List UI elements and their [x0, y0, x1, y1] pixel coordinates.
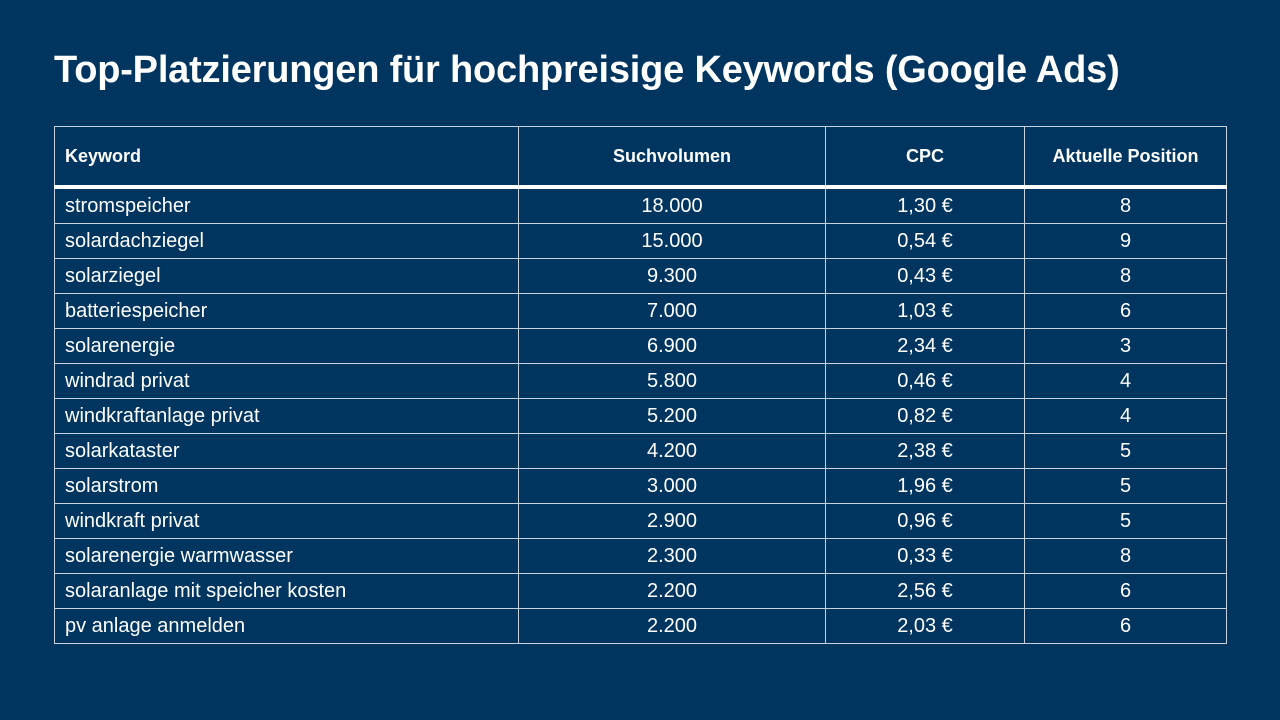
slide-title: Top-Platzierungen für hochpreisige Keywords (Google Ads) — [54, 49, 1120, 91]
cpc-cell: 0,96 € — [826, 504, 1025, 539]
position-cell: 9 — [1025, 224, 1227, 259]
keyword-cell: solarkataster — [55, 434, 519, 469]
search-volume-cell: 9.300 — [519, 259, 826, 294]
search-volume-cell: 2.900 — [519, 504, 826, 539]
position-cell: 6 — [1025, 574, 1227, 609]
table-header — [55, 127, 1227, 188]
table-row — [55, 434, 1227, 469]
table-row — [55, 504, 1227, 539]
position-cell: 5 — [1025, 504, 1227, 539]
cpc-cell: 2,38 € — [826, 434, 1025, 469]
table-row — [55, 574, 1227, 609]
keyword-cell: windrad privat — [55, 364, 519, 399]
keyword-table — [54, 126, 1227, 644]
header-keyword: Keyword — [55, 127, 519, 188]
cpc-cell: 2,34 € — [826, 329, 1025, 364]
keyword-cell: solardachziegel — [55, 224, 519, 259]
cpc-cell: 2,56 € — [826, 574, 1025, 609]
keyword-cell: windkraftanlage privat — [55, 399, 519, 434]
keyword-cell: windkraft privat — [55, 504, 519, 539]
table-row — [55, 469, 1227, 504]
table-body — [55, 187, 1227, 644]
table-row — [55, 399, 1227, 434]
header-cpc: CPC — [826, 127, 1025, 188]
position-cell: 6 — [1025, 609, 1227, 644]
search-volume-cell: 6.900 — [519, 329, 826, 364]
search-volume-cell: 4.200 — [519, 434, 826, 469]
search-volume-cell: 3.000 — [519, 469, 826, 504]
table-row — [55, 329, 1227, 364]
search-volume-cell: 7.000 — [519, 294, 826, 329]
keyword-cell: pv anlage anmelden — [55, 609, 519, 644]
search-volume-cell: 2.200 — [519, 609, 826, 644]
position-cell: 8 — [1025, 539, 1227, 574]
search-volume-cell: 5.200 — [519, 399, 826, 434]
cpc-cell: 1,03 € — [826, 294, 1025, 329]
header-search-volume: Suchvolumen — [519, 127, 826, 188]
keyword-cell: solaranlage mit speicher kosten — [55, 574, 519, 609]
keyword-cell: solarstrom — [55, 469, 519, 504]
cpc-cell: 1,30 € — [826, 187, 1025, 224]
table-row — [55, 187, 1227, 224]
search-volume-cell: 2.200 — [519, 574, 826, 609]
cpc-cell: 0,54 € — [826, 224, 1025, 259]
search-volume-cell: 15.000 — [519, 224, 826, 259]
position-cell: 6 — [1025, 294, 1227, 329]
position-cell: 4 — [1025, 399, 1227, 434]
position-cell: 3 — [1025, 329, 1227, 364]
cpc-cell: 0,43 € — [826, 259, 1025, 294]
table-row — [55, 259, 1227, 294]
position-cell: 4 — [1025, 364, 1227, 399]
keyword-cell: solarenergie — [55, 329, 519, 364]
cpc-cell: 0,46 € — [826, 364, 1025, 399]
cpc-cell: 2,03 € — [826, 609, 1025, 644]
search-volume-cell: 2.300 — [519, 539, 826, 574]
cpc-cell: 0,82 € — [826, 399, 1025, 434]
table-row — [55, 364, 1227, 399]
position-cell: 5 — [1025, 469, 1227, 504]
search-volume-cell: 18.000 — [519, 187, 826, 224]
table-header-row — [55, 127, 1227, 188]
keyword-cell: batteriespeicher — [55, 294, 519, 329]
table-row — [55, 539, 1227, 574]
keyword-cell: solarenergie warmwasser — [55, 539, 519, 574]
header-current-position: Aktuelle Position — [1025, 127, 1227, 188]
cpc-cell: 1,96 € — [826, 469, 1025, 504]
table-row — [55, 609, 1227, 644]
search-volume-cell: 5.800 — [519, 364, 826, 399]
table-row — [55, 224, 1227, 259]
keyword-cell: solarziegel — [55, 259, 519, 294]
position-cell: 8 — [1025, 259, 1227, 294]
table-row — [55, 294, 1227, 329]
position-cell: 5 — [1025, 434, 1227, 469]
cpc-cell: 0,33 € — [826, 539, 1025, 574]
keyword-cell: stromspeicher — [55, 187, 519, 224]
position-cell: 8 — [1025, 187, 1227, 224]
